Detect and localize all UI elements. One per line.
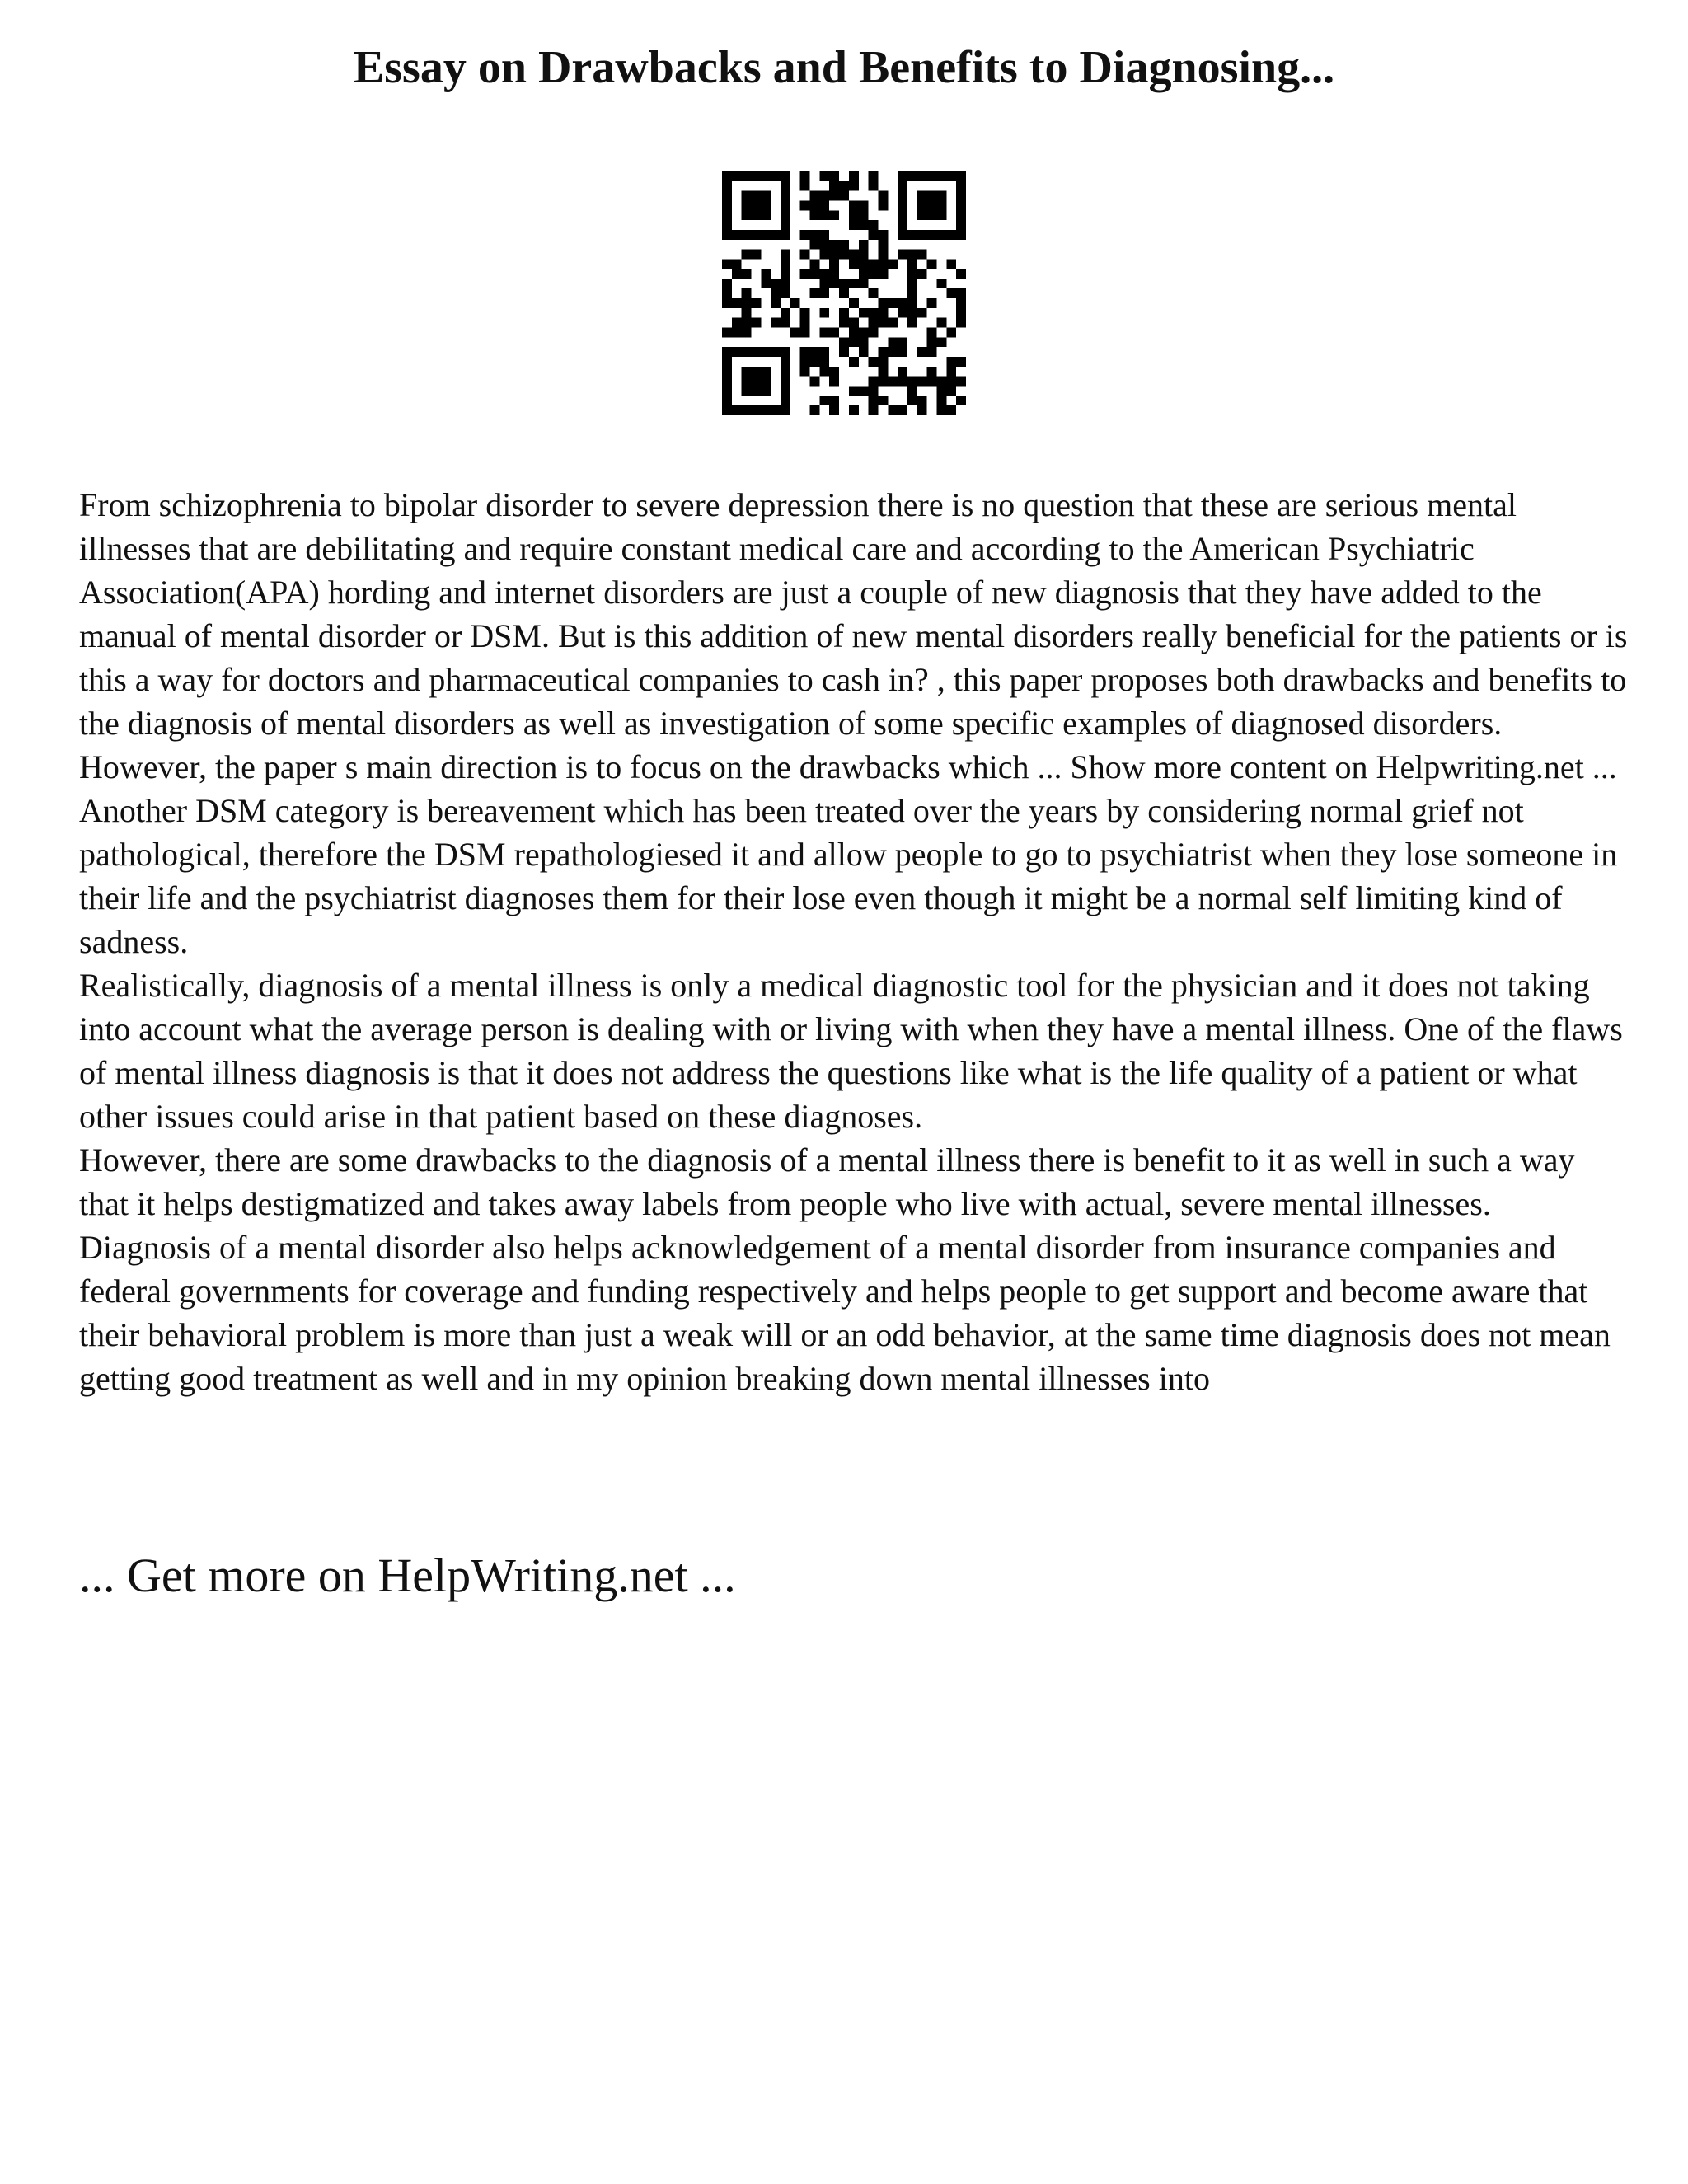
essay-paragraph-1: From schizophrenia to bipolar disorder to severe depression there is no question that these are serious mental illnesses that are debilitating and require constant medical care and according to the American Psychiatric Association(APA) hording and internet disorders are just a couple of new diagnosis that they have added to the manual of mental disorder or DSM. But is this addition of new mental disorders really beneficial for the patients or is this a way for doctors and pharmaceutical companies to cash in? , this paper proposes both drawbacks and benefits to the diagnosis of mental disorders as well as investigation of some specific examples of diagnosed disorders. However, the paper s main direction is to focus on the drawbacks which ... Show more content on Helpwriting.net ...: [79, 486, 1628, 785]
essay-paragraph-3: Realistically, diagnosis of a mental illness is only a medical diagnostic tool for the physician and it does not taking into account what the average person is dealing with or living with when they have a mental illness. One of the flaws of mental illness diagnosis is that it does not address the questions like what is the life quality of a patient or what other issues could arise in that patient based on these diagnoses.: [79, 967, 1623, 1135]
get-more-link[interactable]: ... Get more on HelpWriting.net ...: [79, 1549, 736, 1602]
qr-code-icon: [722, 171, 966, 415]
essay-paragraph-2: Another DSM category is bereavement which has been treated over the years by considering normal grief not pathological, therefore the DSM repathologiesed it and allow people to go to psychiatrist when they lose someone in their life and the psychiatrist diagnoses them for their lose even though it might be a normal self limiting kind of sadness.: [79, 792, 1618, 960]
essay-body: [79, 483, 1629, 1400]
document-title: Essay on Drawbacks and Benefits to Diagnosing...: [353, 42, 1335, 93]
essay-paragraph-4: However, there are some drawbacks to the diagnosis of a mental illness there is benefit to it as well in such a way that it helps destigmatized and takes away labels from people who live with actual, severe mental illnesses. Diagnosis of a mental disorder also helps acknowledgement of a mental disorder from insurance companies and federal governments for coverage and funding respectively and helps people to get support and become aware that their behavioral problem is more than just a weak will or an odd behavior, at the same time diagnosis does not mean getting good treatment as well and in my opinion breaking down mental illnesses into: [79, 1141, 1611, 1397]
